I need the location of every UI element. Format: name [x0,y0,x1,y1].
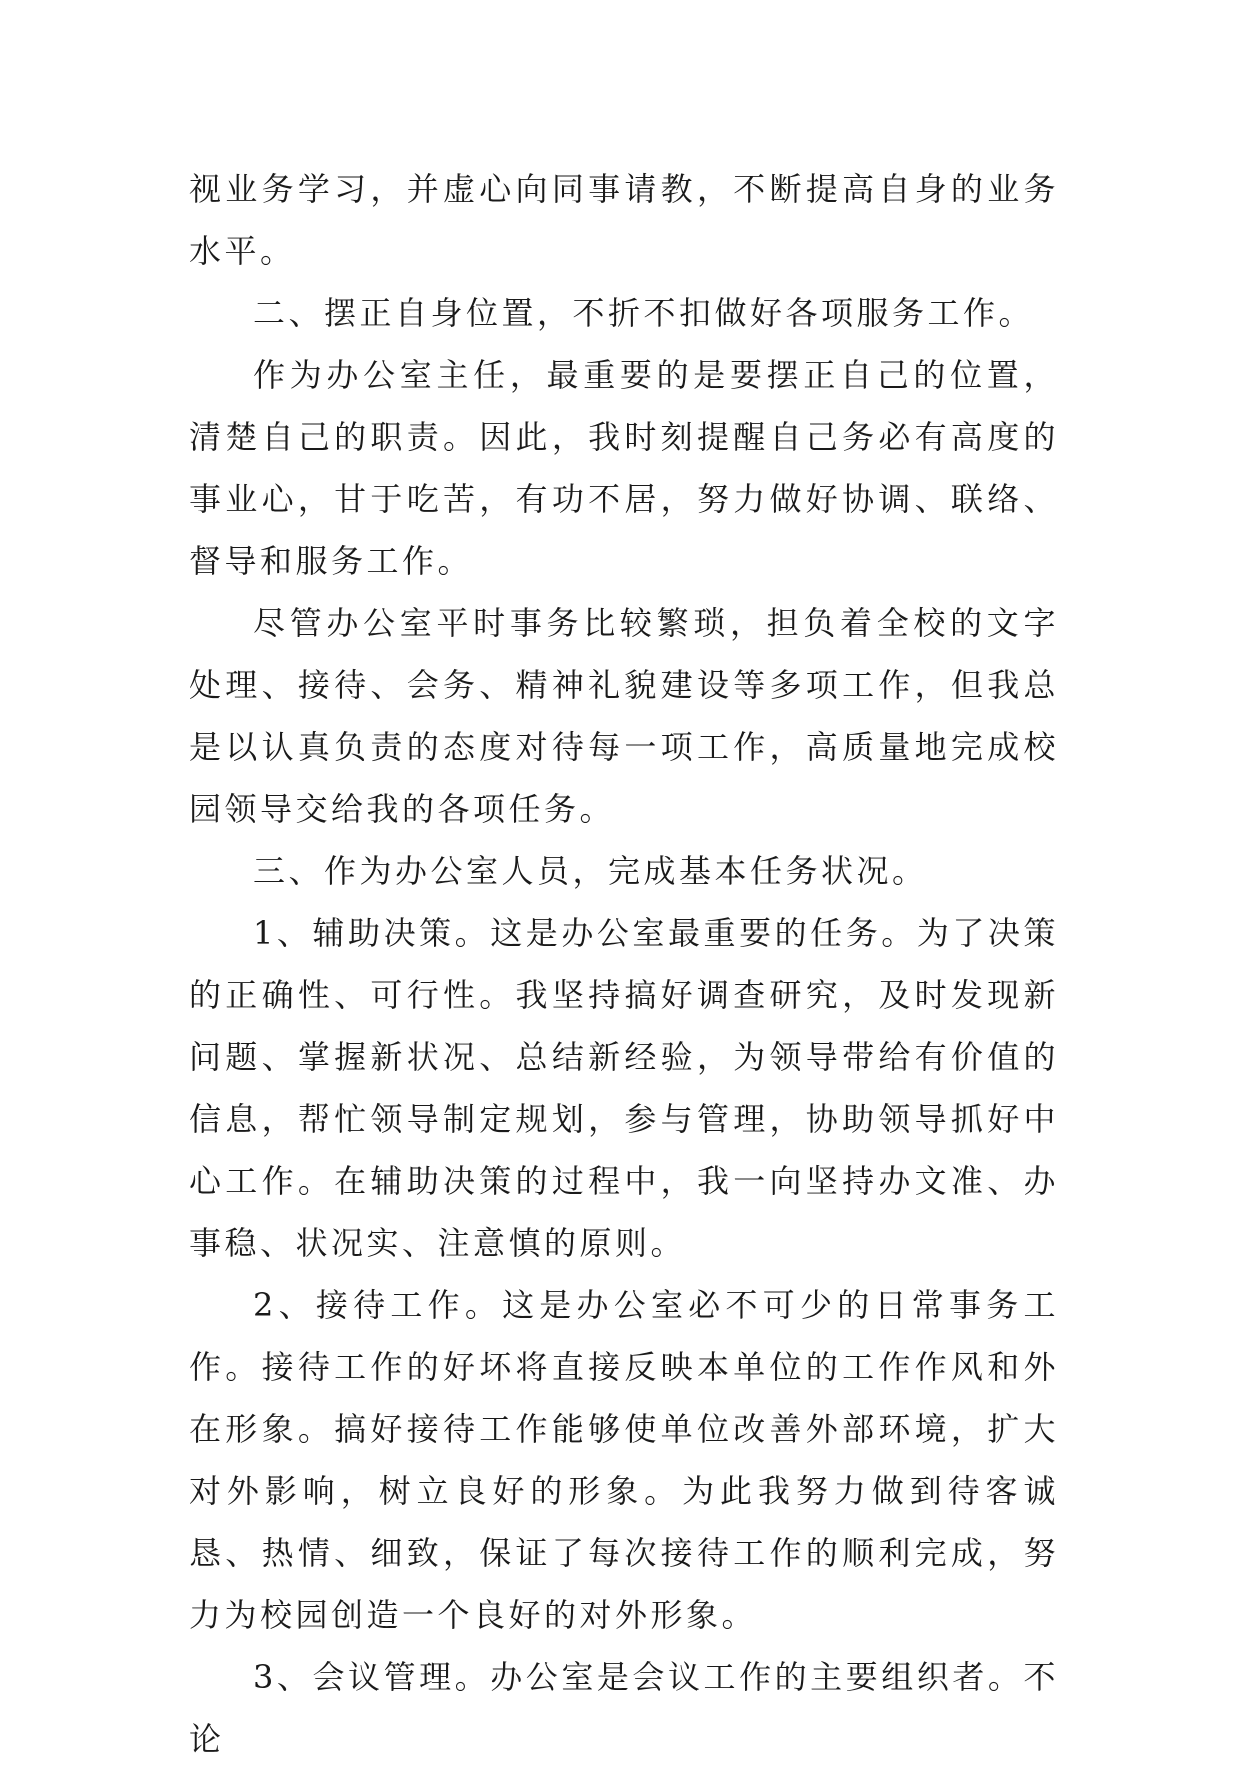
document-body [189,158,1059,1770]
paragraph-8: 3、会议管理。办公室是会议工作的主要组织者。不论 [189,1658,1059,1758]
paragraph-1: 视业务学习，并虚心向同事请教，不断提高自身的业务水平。 [189,170,1059,270]
paragraph-3: 作为办公室主任，最重要的是要摆正自己的位置，清楚自己的职责。因此，我时刻提醒自己务必有高度的事业心，甘于吃苦，有功不居，努力做好协调、联络、督导和服务工作。 [189,356,1059,580]
paragraph-7: 2、接待工作。这是办公室必不可少的日常事务工作。接待工作的好坏将直接反映本单位的工作作风和外在形象。搞好接待工作能够使单位改善外部环境，扩大对外影响，树立良好的形象。为此我努力做到待客诚恳、热情、细致，保证了每次接待工作的顺利完成，努力为校园创造一个良好的对外形象。 [189,1286,1059,1634]
paragraph-2: 二、摆正自身位置，不折不扣做好各项服务工作。 [253,294,1035,332]
paragraph-6: 1、辅助决策。这是办公室最重要的任务。为了决策的正确性、可行性。我坚持搞好调查研究，及时发现新问题、掌握新状况、总结新经验，为领导带给有价值的信息，帮忙领导制定规划，参与管理，协助领导抓好中心工作。在辅助决策的过程中，我一向坚持办文准、办事稳、状况实、注意慎的原则。 [189,914,1059,1262]
paragraph-5: 三、作为办公室人员，完成基本任务状况。 [253,852,928,890]
paragraph-4: 尽管办公室平时事务比较繁琐，担负着全校的文字处理、接待、会务、精神礼貌建设等多项工作，但我总是以认真负责的态度对待每一项工作，高质量地完成校园领导交给我的各项任务。 [189,604,1059,828]
